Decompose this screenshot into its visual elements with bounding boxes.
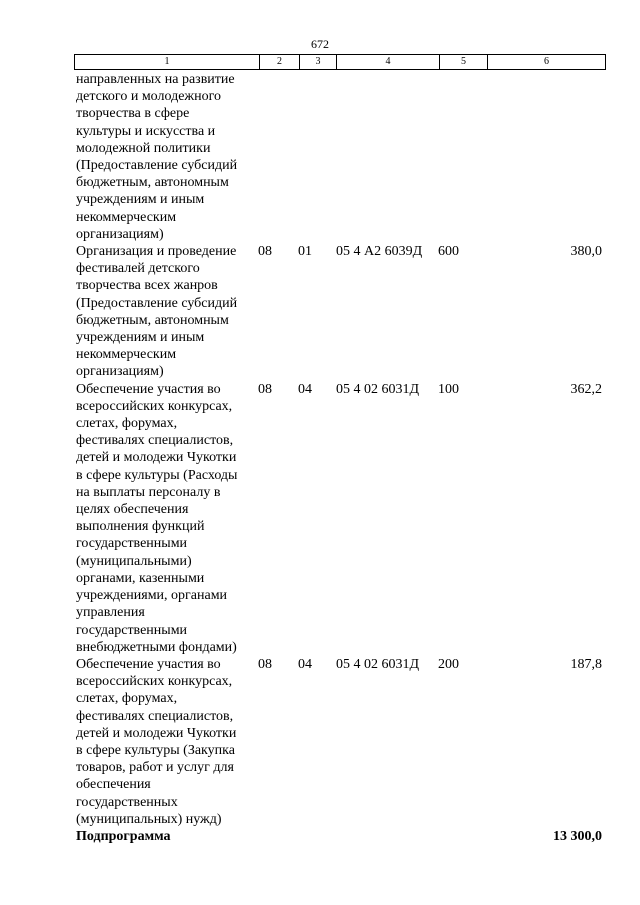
column-header-3: 3: [300, 55, 337, 70]
subprogram-label: Подпрограмма: [76, 828, 171, 844]
description-line: (муниципальными): [76, 553, 192, 569]
description-line: бюджетным, автономным: [76, 175, 229, 191]
description-line: всероссийских конкурсах,: [76, 674, 233, 690]
description-line: детского и молодежного: [76, 89, 221, 105]
row-description: [76, 71, 258, 243]
row-section-code: 08: [258, 656, 272, 672]
description-line: фестивалях специалистов,: [76, 433, 234, 449]
description-line: (Предоставление субсидий: [76, 295, 238, 311]
row-expense-type-code: 600: [438, 244, 459, 260]
description-line: государственными: [76, 536, 188, 552]
budget-row: [0, 381, 640, 656]
description-line: фестивалях специалистов,: [76, 708, 234, 724]
row-amount: 362,2: [570, 381, 602, 397]
page-number: 672: [311, 37, 329, 51]
row-expense-type-code: 200: [438, 656, 459, 672]
column-header-row: [75, 55, 606, 70]
description-line: направленных на развитие: [76, 72, 235, 87]
description-line: целях обеспечения: [76, 502, 189, 518]
description-line: выполнения функций: [76, 519, 205, 535]
description-line: внебюджетными фондами): [76, 639, 237, 655]
description-line: учреждениями, органами: [76, 588, 228, 604]
subprogram-amount: 13 300,0: [553, 828, 602, 844]
description-line: учреждениям и иным: [76, 330, 205, 346]
description-line: некоммерческим: [76, 209, 177, 225]
description-line: Обеспечение участия во: [76, 656, 221, 672]
column-header-5: 5: [440, 55, 488, 70]
description-line: (муниципальных) нужд): [76, 811, 222, 827]
row-subsection-code: 04: [298, 381, 312, 397]
description-line: бюджетным, автономным: [76, 312, 229, 328]
subprogram-row: [0, 828, 640, 845]
row-subsection-code: 04: [298, 656, 312, 672]
column-header-1: 1: [75, 55, 260, 70]
row-description: [76, 656, 258, 828]
description-line: Организация и проведение: [76, 244, 237, 260]
column-header-2: 2: [260, 55, 300, 70]
description-line: государственными: [76, 622, 188, 638]
row-expense-type-code: 100: [438, 381, 459, 397]
column-header-table: [74, 54, 606, 70]
row-target-article-code: 05 4 02 6031Д: [336, 656, 420, 672]
description-line: в сфере культуры (Закупка: [76, 742, 235, 758]
description-line: Обеспечение участия во: [76, 381, 221, 397]
description-line: организациям): [76, 364, 164, 380]
budget-row: [0, 243, 640, 381]
description-line: детей и молодежи Чукотки: [76, 450, 237, 466]
description-line: слетах, форумах,: [76, 691, 178, 707]
description-line: товаров, работ и услуг для: [76, 760, 234, 776]
description-line: учреждениям и иным: [76, 192, 205, 208]
description-line: органами, казенными: [76, 570, 205, 586]
description-line: на выплаты персоналу в: [76, 484, 221, 500]
column-header-6: 6: [488, 55, 606, 70]
budget-row: [0, 656, 640, 828]
description-line: государственных: [76, 794, 178, 810]
description-line: организациям): [76, 226, 164, 242]
budget-row: [0, 71, 640, 243]
budget-rows: [0, 71, 640, 845]
description-line: всероссийских конкурсах,: [76, 398, 233, 414]
description-line: (Предоставление субсидий: [76, 158, 238, 174]
row-amount: 380,0: [570, 244, 602, 260]
description-line: обеспечения: [76, 777, 151, 793]
description-line: молодежной политики: [76, 140, 211, 156]
row-section-code: 08: [258, 381, 272, 397]
row-section-code: 08: [258, 244, 272, 260]
row-subsection-code: 01: [298, 244, 312, 260]
row-description: [76, 243, 258, 381]
column-header-4: 4: [337, 55, 440, 70]
description-line: творчества всех жанров: [76, 278, 218, 294]
description-line: творчества в сфере: [76, 106, 190, 122]
row-amount: 187,8: [570, 656, 602, 672]
description-line: некоммерческим: [76, 347, 177, 363]
description-line: слетах, форумах,: [76, 416, 178, 432]
row-description: [76, 381, 258, 656]
row-target-article-code: 05 4 А2 6039Д: [336, 244, 423, 260]
row-target-article-code: 05 4 02 6031Д: [336, 381, 420, 397]
description-line: детей и молодежи Чукотки: [76, 725, 237, 741]
description-line: в сфере культуры (Расходы: [76, 467, 238, 483]
description-line: фестивалей детского: [76, 261, 200, 277]
description-line: управления: [76, 605, 145, 621]
description-line: культуры и искусства и: [76, 123, 216, 139]
